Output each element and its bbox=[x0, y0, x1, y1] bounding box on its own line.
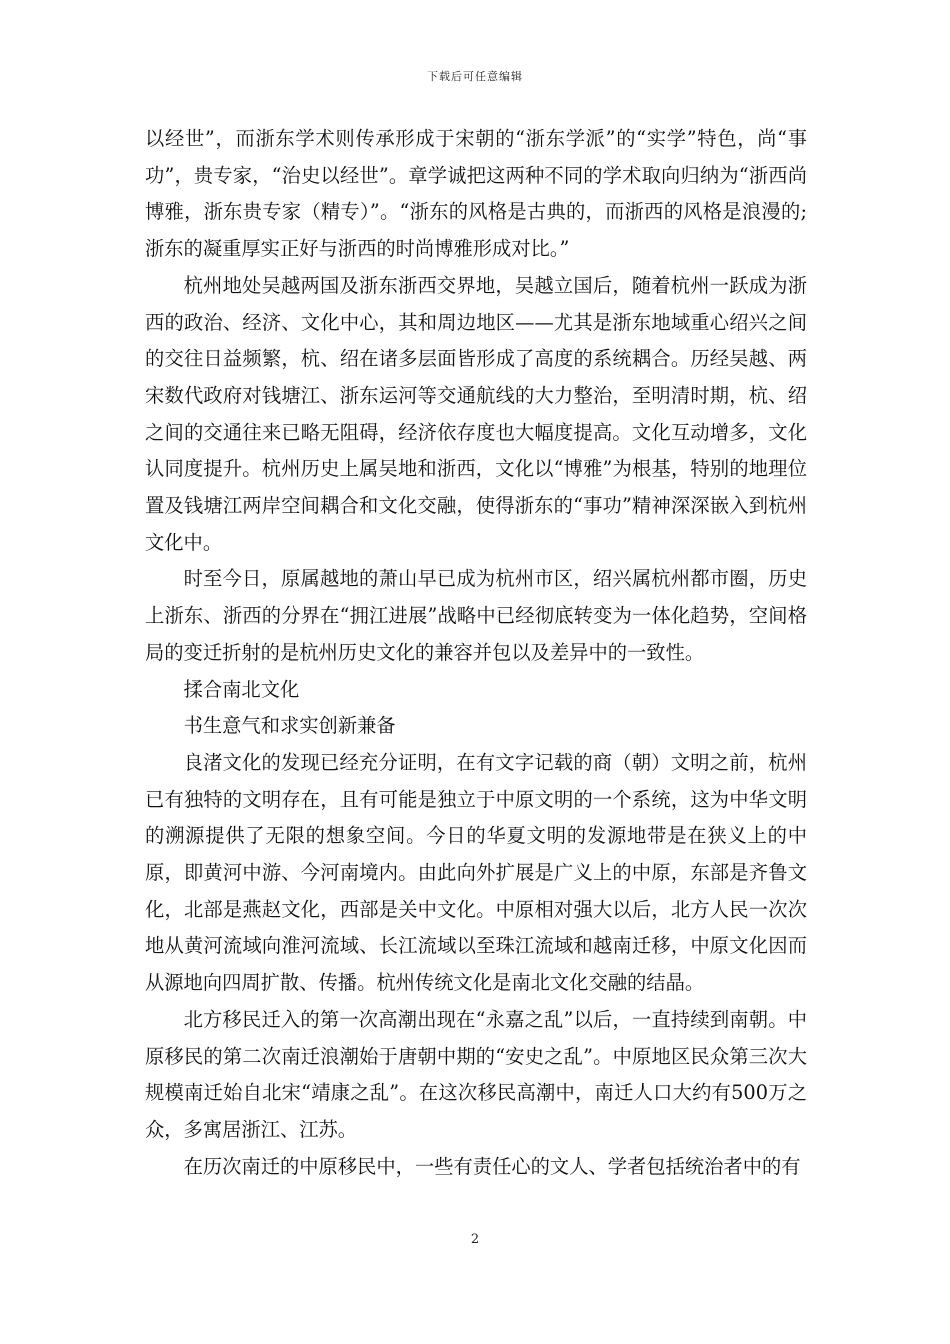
paragraph: 杭州地处吴越两国及浙东浙西交界地，吴越立国后，随着杭州一跃成为浙西的政治、经济、文化中心，其和周边地区——尤其是浙东地域重心绍兴之间的交往日益频繁，杭、绍在诸多层面皆形成了高度的系统耦合。历经吴越、两宋数代政府对钱塘江、浙东运河等交通航线的大力整治，至明清时期，杭、绍之间的交通往来已略无阻碍，经济依存度也大幅度提高。文化互动增多，文化认同度提升。杭州历史上属吴地和浙西，文化以“博雅”为根基，特别的地理位置及钱塘江两岸空间耦合和文化交融，使得浙东的“事功”精神深深嵌入到杭州文化中。 bbox=[145, 273, 807, 554]
page-number: 2 bbox=[470, 1232, 480, 1247]
document-body bbox=[145, 121, 807, 1185]
paragraph: 良渚文化的发现已经充分证明，在有文字记载的商（朝）文明之前，杭州已有独特的文明存在，且有可能是独立于中原文明的一个系统，这为中华文明的溯源提供了无限的想象空间。今日的华夏文明的发源地带是在狭义上的中原，即黄河中游、今河南境内。由此向外扩展是广义上的中原，东部是齐鲁文化，北部是燕赵文化，西部是关中文化。中原相对强大以后，北方人民一次次地从黄河流域向淮河流域、长江流域以至珠江流域和越南迁移，中原文化因而从源地向四周扩散、传播。杭州传统文化是南北文化交融的结晶。 bbox=[145, 750, 807, 995]
section-heading: 揉合南北文化 bbox=[183, 677, 300, 701]
section-subheading: 书生意气和求实创新兼备 bbox=[183, 714, 396, 738]
paragraph: 在历次南迁的中原移民中，一些有责任心的文人、学者包括统治者中的有 bbox=[183, 1154, 801, 1178]
paragraph: 北方移民迁入的第一次高潮出现在“永嘉之乱”以后，一直持续到南朝。中原移民的第二次南迁浪潮始于唐朝中期的“安史之乱”。中原地区民众第三次大规模南迁始自北宋“靖康之乱”。在这次移民高潮中，南迁人口大约有500万之众，多寓居浙江、江苏。 bbox=[145, 1007, 807, 1141]
paragraph: 时至今日，原属越地的萧山早已成为杭州市区，绍兴属杭州都市圈，历史上浙东、浙西的分界在“拥江进展”战略中已经彻底转变为一体化趋势，空间格局的变迁折射的是杭州历史文化的兼容并包以及差异中的一致性。 bbox=[145, 567, 807, 664]
paragraph: 以经世”，而浙东学术则传承形成于宋朝的“浙东学派”的“实学”特色，尚“事功”，贵专家，“治史以经世”。章学诚把这两种不同的学术取向归纳为“浙西尚博雅，浙东贵专家（精专）”。“浙东的风格是古典的，而浙西的风格是浪漫的;浙东的凝重厚实正好与浙西的时尚博雅形成对比。” bbox=[145, 127, 807, 261]
page-header: 下载后可任意编辑 bbox=[427, 70, 523, 83]
